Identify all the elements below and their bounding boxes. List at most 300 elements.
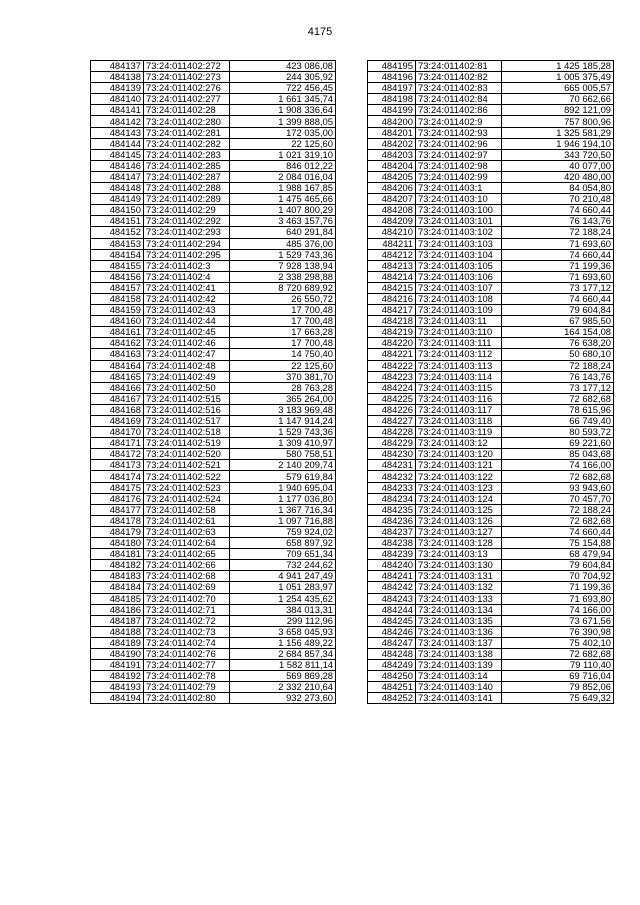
cadastral-value-cell: 846 012,22 bbox=[230, 160, 336, 171]
row-number-cell: 484142 bbox=[91, 116, 144, 127]
cadastral-value-cell: 1 940 695,04 bbox=[230, 482, 336, 493]
cadastral-number-cell: 73:24:011403:114 bbox=[416, 371, 502, 382]
cadastral-value-cell: 1 021 319,10 bbox=[230, 149, 336, 160]
table-row bbox=[368, 693, 614, 704]
cadastral-number-cell: 73:24:011402:77 bbox=[144, 660, 230, 671]
row-number-cell: 484209 bbox=[368, 216, 416, 227]
cadastral-value-cell: 722 456,45 bbox=[230, 83, 336, 94]
row-number-cell: 484235 bbox=[368, 504, 416, 515]
table-row bbox=[368, 482, 614, 493]
table-row bbox=[91, 105, 336, 116]
cadastral-table-right bbox=[367, 60, 614, 704]
row-number-cell: 484147 bbox=[91, 171, 144, 182]
table-row bbox=[368, 671, 614, 682]
row-number-cell: 484242 bbox=[368, 582, 416, 593]
row-number-cell: 484153 bbox=[91, 238, 144, 249]
cadastral-number-cell: 73:24:011402:43 bbox=[144, 305, 230, 316]
cadastral-number-cell: 73:24:011403:101 bbox=[416, 216, 502, 227]
cadastral-number-cell: 73:24:011403:133 bbox=[416, 593, 502, 604]
table-row bbox=[368, 61, 614, 72]
row-number-cell: 484173 bbox=[91, 460, 144, 471]
cadastral-value-cell: 1 005 375,49 bbox=[502, 72, 614, 83]
cadastral-value-cell: 665 005,57 bbox=[502, 83, 614, 94]
cadastral-value-cell: 74 166,00 bbox=[502, 460, 614, 471]
row-number-cell: 484144 bbox=[91, 138, 144, 149]
row-number-cell: 484195 bbox=[368, 61, 416, 72]
table-row bbox=[368, 593, 614, 604]
cadastral-number-cell: 73:24:011402:295 bbox=[144, 249, 230, 260]
cadastral-value-cell: 2 084 016,04 bbox=[230, 171, 336, 182]
cadastral-value-cell: 2 684 857,34 bbox=[230, 648, 336, 659]
cadastral-number-cell: 73:24:011403:138 bbox=[416, 648, 502, 659]
cadastral-number-cell: 73:24:011403:108 bbox=[416, 293, 502, 304]
cadastral-number-cell: 73:24:011402:519 bbox=[144, 438, 230, 449]
cadastral-number-cell: 73:24:011403:107 bbox=[416, 282, 502, 293]
cadastral-value-cell: 1 946 194,10 bbox=[502, 138, 614, 149]
table-row bbox=[91, 360, 336, 371]
cadastral-value-cell: 8 720 689,92 bbox=[230, 282, 336, 293]
cadastral-value-cell: 580 758,51 bbox=[230, 449, 336, 460]
table-row bbox=[91, 393, 336, 404]
cadastral-number-cell: 73:24:011402:276 bbox=[144, 83, 230, 94]
table-row bbox=[368, 194, 614, 205]
table-row bbox=[368, 571, 614, 582]
table-row bbox=[368, 416, 614, 427]
cadastral-value-cell: 569 869,28 bbox=[230, 671, 336, 682]
row-number-cell: 484138 bbox=[91, 72, 144, 83]
cadastral-number-cell: 73:24:011402:522 bbox=[144, 471, 230, 482]
row-number-cell: 484160 bbox=[91, 316, 144, 327]
cadastral-value-cell: 7 928 138,94 bbox=[230, 260, 336, 271]
cadastral-value-cell: 78 615,96 bbox=[502, 404, 614, 415]
cadastral-number-cell: 73:24:011403:126 bbox=[416, 515, 502, 526]
table-row bbox=[368, 293, 614, 304]
row-number-cell: 484250 bbox=[368, 671, 416, 682]
cadastral-number-cell: 73:24:011402:96 bbox=[416, 138, 502, 149]
cadastral-value-cell: 2 332 210,64 bbox=[230, 682, 336, 693]
cadastral-value-cell: 299 112,96 bbox=[230, 615, 336, 626]
cadastral-value-cell: 244 305,92 bbox=[230, 72, 336, 83]
row-number-cell: 484238 bbox=[368, 538, 416, 549]
cadastral-value-cell: 343 720,50 bbox=[502, 149, 614, 160]
cadastral-value-cell: 70 210,48 bbox=[502, 194, 614, 205]
row-number-cell: 484165 bbox=[91, 371, 144, 382]
table-row bbox=[368, 371, 614, 382]
cadastral-value-cell: 71 693,60 bbox=[502, 271, 614, 282]
table-row bbox=[368, 260, 614, 271]
cadastral-value-cell: 70 662,66 bbox=[502, 94, 614, 105]
row-number-cell: 484175 bbox=[91, 482, 144, 493]
row-number-cell: 484213 bbox=[368, 260, 416, 271]
table-row bbox=[368, 637, 614, 648]
cadastral-number-cell: 73:24:011402:98 bbox=[416, 160, 502, 171]
cadastral-number-cell: 73:24:011402:68 bbox=[144, 571, 230, 582]
cadastral-value-cell: 1 254 435,62 bbox=[230, 593, 336, 604]
cadastral-number-cell: 73:24:011402:294 bbox=[144, 238, 230, 249]
table-row bbox=[368, 549, 614, 560]
cadastral-number-cell: 73:24:011402:76 bbox=[144, 648, 230, 659]
cadastral-number-cell: 73:24:011403:10 bbox=[416, 194, 502, 205]
cadastral-number-cell: 73:24:011403:12 bbox=[416, 438, 502, 449]
table-row bbox=[368, 438, 614, 449]
cadastral-value-cell: 73 177,12 bbox=[502, 382, 614, 393]
cadastral-number-cell: 73:24:011403:127 bbox=[416, 526, 502, 537]
row-number-cell: 484222 bbox=[368, 360, 416, 371]
row-number-cell: 484163 bbox=[91, 349, 144, 360]
cadastral-value-cell: 17 700,48 bbox=[230, 305, 336, 316]
row-number-cell: 484252 bbox=[368, 693, 416, 704]
table-row bbox=[368, 282, 614, 293]
table-row bbox=[368, 449, 614, 460]
cadastral-table-left bbox=[90, 60, 336, 704]
table-row bbox=[91, 526, 336, 537]
table-row bbox=[91, 305, 336, 316]
row-number-cell: 484204 bbox=[368, 160, 416, 171]
row-number-cell: 484199 bbox=[368, 105, 416, 116]
cadastral-value-cell: 71 199,36 bbox=[502, 582, 614, 593]
cadastral-value-cell: 70 704,92 bbox=[502, 571, 614, 582]
cadastral-value-cell: 1 325 581,29 bbox=[502, 127, 614, 138]
table-row bbox=[91, 249, 336, 260]
table-row bbox=[91, 205, 336, 216]
cadastral-value-cell: 4 941 247,49 bbox=[230, 571, 336, 582]
row-number-cell: 484137 bbox=[91, 61, 144, 72]
table-row bbox=[368, 138, 614, 149]
table-row bbox=[91, 160, 336, 171]
table-row bbox=[91, 593, 336, 604]
row-number-cell: 484243 bbox=[368, 593, 416, 604]
table-row bbox=[91, 648, 336, 659]
table-row bbox=[91, 83, 336, 94]
row-number-cell: 484191 bbox=[91, 660, 144, 671]
cadastral-value-cell: 384 013,31 bbox=[230, 604, 336, 615]
table-row bbox=[368, 560, 614, 571]
cadastral-value-cell: 72 188,24 bbox=[502, 227, 614, 238]
cadastral-number-cell: 73:24:011402:273 bbox=[144, 72, 230, 83]
cadastral-value-cell: 164 154,08 bbox=[502, 327, 614, 338]
cadastral-value-cell: 1 097 716,88 bbox=[230, 515, 336, 526]
table-row bbox=[368, 493, 614, 504]
row-number-cell: 484247 bbox=[368, 637, 416, 648]
cadastral-number-cell: 73:24:011403:124 bbox=[416, 493, 502, 504]
cadastral-value-cell: 74 660,44 bbox=[502, 249, 614, 260]
row-number-cell: 484216 bbox=[368, 293, 416, 304]
cadastral-number-cell: 73:24:011402:47 bbox=[144, 349, 230, 360]
row-number-cell: 484140 bbox=[91, 94, 144, 105]
row-number-cell: 484158 bbox=[91, 293, 144, 304]
cadastral-value-cell: 1 407 800,29 bbox=[230, 205, 336, 216]
cadastral-number-cell: 73:24:011402:80 bbox=[144, 693, 230, 704]
row-number-cell: 484206 bbox=[368, 183, 416, 194]
cadastral-number-cell: 73:24:011403:115 bbox=[416, 382, 502, 393]
cadastral-value-cell: 1 988 167,85 bbox=[230, 183, 336, 194]
row-number-cell: 484197 bbox=[368, 83, 416, 94]
row-number-cell: 484159 bbox=[91, 305, 144, 316]
cadastral-number-cell: 73:24:011402:42 bbox=[144, 293, 230, 304]
table-row bbox=[91, 260, 336, 271]
table-row bbox=[91, 682, 336, 693]
cadastral-value-cell: 757 800,96 bbox=[502, 116, 614, 127]
row-number-cell: 484139 bbox=[91, 83, 144, 94]
cadastral-number-cell: 73:24:011402:516 bbox=[144, 404, 230, 415]
cadastral-value-cell: 72 682,68 bbox=[502, 393, 614, 404]
cadastral-number-cell: 73:24:011403:103 bbox=[416, 238, 502, 249]
cadastral-number-cell: 73:24:011403:128 bbox=[416, 538, 502, 549]
cadastral-number-cell: 73:24:011402:81 bbox=[416, 61, 502, 72]
table-row bbox=[91, 116, 336, 127]
row-number-cell: 484217 bbox=[368, 305, 416, 316]
row-number-cell: 484156 bbox=[91, 271, 144, 282]
cadastral-value-cell: 1 399 888,05 bbox=[230, 116, 336, 127]
cadastral-value-cell: 71 693,60 bbox=[502, 238, 614, 249]
row-number-cell: 484162 bbox=[91, 338, 144, 349]
cadastral-value-cell: 76 638,20 bbox=[502, 338, 614, 349]
row-number-cell: 484141 bbox=[91, 105, 144, 116]
cadastral-value-cell: 370 381,70 bbox=[230, 371, 336, 382]
table-row bbox=[91, 660, 336, 671]
row-number-cell: 484180 bbox=[91, 538, 144, 549]
row-number-cell: 484234 bbox=[368, 493, 416, 504]
cadastral-value-cell: 79 604,84 bbox=[502, 305, 614, 316]
cadastral-number-cell: 73:24:011403:119 bbox=[416, 427, 502, 438]
row-number-cell: 484187 bbox=[91, 615, 144, 626]
cadastral-value-cell: 2 338 298,88 bbox=[230, 271, 336, 282]
row-number-cell: 484172 bbox=[91, 449, 144, 460]
cadastral-number-cell: 73:24:011403:109 bbox=[416, 305, 502, 316]
table-row bbox=[368, 238, 614, 249]
row-number-cell: 484148 bbox=[91, 183, 144, 194]
cadastral-number-cell: 73:24:011403:116 bbox=[416, 393, 502, 404]
cadastral-value-cell: 732 244,62 bbox=[230, 560, 336, 571]
table-row bbox=[91, 61, 336, 72]
table-row bbox=[91, 637, 336, 648]
table-row bbox=[368, 316, 614, 327]
cadastral-number-cell: 73:24:011402:285 bbox=[144, 160, 230, 171]
table-row bbox=[368, 404, 614, 415]
cadastral-value-cell: 3 658 045,93 bbox=[230, 626, 336, 637]
row-number-cell: 484192 bbox=[91, 671, 144, 682]
cadastral-value-cell: 892 121,09 bbox=[502, 105, 614, 116]
cadastral-number-cell: 73:24:011402:281 bbox=[144, 127, 230, 138]
cadastral-value-cell: 76 390,98 bbox=[502, 626, 614, 637]
cadastral-number-cell: 73:24:011403:120 bbox=[416, 449, 502, 460]
table-row bbox=[368, 149, 614, 160]
cadastral-value-cell: 72 188,24 bbox=[502, 360, 614, 371]
cadastral-value-cell: 1 529 743,36 bbox=[230, 249, 336, 260]
table-row bbox=[91, 460, 336, 471]
table-row bbox=[91, 316, 336, 327]
cadastral-value-cell: 74 166,00 bbox=[502, 604, 614, 615]
row-number-cell: 484185 bbox=[91, 593, 144, 604]
row-number-cell: 484203 bbox=[368, 149, 416, 160]
cadastral-number-cell: 73:24:011402:49 bbox=[144, 371, 230, 382]
row-number-cell: 484178 bbox=[91, 515, 144, 526]
row-number-cell: 484227 bbox=[368, 416, 416, 427]
cadastral-number-cell: 73:24:011402:283 bbox=[144, 149, 230, 160]
cadastral-number-cell: 73:24:011402:46 bbox=[144, 338, 230, 349]
table-row bbox=[368, 305, 614, 316]
row-number-cell: 484198 bbox=[368, 94, 416, 105]
table-row bbox=[91, 238, 336, 249]
cadastral-value-cell: 73 177,12 bbox=[502, 282, 614, 293]
cadastral-value-cell: 1 177 036,80 bbox=[230, 493, 336, 504]
cadastral-value-cell: 72 682,68 bbox=[502, 648, 614, 659]
cadastral-value-cell: 75 649,32 bbox=[502, 693, 614, 704]
row-number-cell: 484207 bbox=[368, 194, 416, 205]
table-row bbox=[368, 660, 614, 671]
row-number-cell: 484179 bbox=[91, 526, 144, 537]
cadastral-number-cell: 73:24:011403:102 bbox=[416, 227, 502, 238]
cadastral-number-cell: 73:24:011402:66 bbox=[144, 560, 230, 571]
table-row bbox=[91, 626, 336, 637]
cadastral-value-cell: 17 663,28 bbox=[230, 327, 336, 338]
row-number-cell: 484226 bbox=[368, 404, 416, 415]
table-row bbox=[91, 327, 336, 338]
row-number-cell: 484146 bbox=[91, 160, 144, 171]
cadastral-value-cell: 79 852,06 bbox=[502, 682, 614, 693]
cadastral-number-cell: 73:24:011403:131 bbox=[416, 571, 502, 582]
cadastral-number-cell: 73:24:011402:65 bbox=[144, 549, 230, 560]
cadastral-number-cell: 73:24:011402:282 bbox=[144, 138, 230, 149]
cadastral-number-cell: 73:24:011402:99 bbox=[416, 171, 502, 182]
cadastral-value-cell: 1 051 283,97 bbox=[230, 582, 336, 593]
table-row bbox=[91, 171, 336, 182]
row-number-cell: 484223 bbox=[368, 371, 416, 382]
row-number-cell: 484193 bbox=[91, 682, 144, 693]
cadastral-value-cell: 579 619,84 bbox=[230, 471, 336, 482]
row-number-cell: 484167 bbox=[91, 393, 144, 404]
table-row bbox=[91, 338, 336, 349]
row-number-cell: 484154 bbox=[91, 249, 144, 260]
row-number-cell: 484182 bbox=[91, 560, 144, 571]
row-number-cell: 484249 bbox=[368, 660, 416, 671]
cadastral-value-cell: 1 582 811,14 bbox=[230, 660, 336, 671]
cadastral-value-cell: 640 291,84 bbox=[230, 227, 336, 238]
table-row bbox=[368, 360, 614, 371]
cadastral-number-cell: 73:24:011402:292 bbox=[144, 216, 230, 227]
row-number-cell: 484215 bbox=[368, 282, 416, 293]
table-row bbox=[91, 382, 336, 393]
cadastral-value-cell: 71 199,36 bbox=[502, 260, 614, 271]
cadastral-number-cell: 73:24:011402:97 bbox=[416, 149, 502, 160]
cadastral-number-cell: 73:24:011403:11 bbox=[416, 316, 502, 327]
cadastral-value-cell: 365 264,00 bbox=[230, 393, 336, 404]
cadastral-number-cell: 73:24:011403:134 bbox=[416, 604, 502, 615]
cadastral-number-cell: 73:24:011403:104 bbox=[416, 249, 502, 260]
cadastral-number-cell: 73:24:011402:82 bbox=[416, 72, 502, 83]
row-number-cell: 484189 bbox=[91, 637, 144, 648]
row-number-cell: 484244 bbox=[368, 604, 416, 615]
cadastral-value-cell: 72 682,68 bbox=[502, 471, 614, 482]
cadastral-number-cell: 73:24:011403:123 bbox=[416, 482, 502, 493]
cadastral-number-cell: 73:24:011402:84 bbox=[416, 94, 502, 105]
row-number-cell: 484210 bbox=[368, 227, 416, 238]
table-row bbox=[368, 471, 614, 482]
row-number-cell: 484143 bbox=[91, 127, 144, 138]
table-row bbox=[368, 338, 614, 349]
cadastral-value-cell: 709 651,34 bbox=[230, 549, 336, 560]
row-number-cell: 484200 bbox=[368, 116, 416, 127]
table-row bbox=[91, 404, 336, 415]
cadastral-value-cell: 1 147 914,24 bbox=[230, 416, 336, 427]
cadastral-value-cell: 1 475 465,66 bbox=[230, 194, 336, 205]
cadastral-number-cell: 73:24:011402:520 bbox=[144, 449, 230, 460]
table-row bbox=[91, 560, 336, 571]
cadastral-number-cell: 73:24:011402:523 bbox=[144, 482, 230, 493]
table-row bbox=[368, 460, 614, 471]
cadastral-value-cell: 17 700,48 bbox=[230, 316, 336, 327]
cadastral-value-cell: 76 143,76 bbox=[502, 371, 614, 382]
cadastral-number-cell: 73:24:011402:517 bbox=[144, 416, 230, 427]
table-row bbox=[91, 127, 336, 138]
cadastral-number-cell: 73:24:011402:86 bbox=[416, 105, 502, 116]
cadastral-number-cell: 73:24:011402:93 bbox=[416, 127, 502, 138]
cadastral-number-cell: 73:24:011402:71 bbox=[144, 604, 230, 615]
cadastral-number-cell: 73:24:011402:287 bbox=[144, 171, 230, 182]
cadastral-value-cell: 73 671,56 bbox=[502, 615, 614, 626]
cadastral-number-cell: 73:24:011403:112 bbox=[416, 349, 502, 360]
cadastral-value-cell: 932 273,60 bbox=[230, 693, 336, 704]
row-number-cell: 484184 bbox=[91, 582, 144, 593]
cadastral-number-cell: 73:24:011403:137 bbox=[416, 637, 502, 648]
table-row bbox=[91, 72, 336, 83]
cadastral-value-cell: 485 376,00 bbox=[230, 238, 336, 249]
table-row bbox=[368, 160, 614, 171]
cadastral-number-cell: 73:24:011402:518 bbox=[144, 427, 230, 438]
table-row bbox=[368, 205, 614, 216]
table-row bbox=[368, 582, 614, 593]
cadastral-value-cell: 1 425 185,28 bbox=[502, 61, 614, 72]
row-number-cell: 484245 bbox=[368, 615, 416, 626]
table-row bbox=[368, 349, 614, 360]
cadastral-value-cell: 69 716,04 bbox=[502, 671, 614, 682]
row-number-cell: 484236 bbox=[368, 515, 416, 526]
cadastral-number-cell: 73:24:011403:132 bbox=[416, 582, 502, 593]
table-row bbox=[368, 615, 614, 626]
table-row bbox=[91, 94, 336, 105]
row-number-cell: 484212 bbox=[368, 249, 416, 260]
cadastral-value-cell: 1 156 489,22 bbox=[230, 637, 336, 648]
table-row bbox=[368, 393, 614, 404]
cadastral-number-cell: 73:24:011402:29 bbox=[144, 205, 230, 216]
table-row bbox=[91, 549, 336, 560]
row-number-cell: 484208 bbox=[368, 205, 416, 216]
cadastral-value-cell: 68 479,94 bbox=[502, 549, 614, 560]
row-number-cell: 484205 bbox=[368, 171, 416, 182]
row-number-cell: 484224 bbox=[368, 382, 416, 393]
cadastral-value-cell: 759 924,02 bbox=[230, 526, 336, 537]
table-row bbox=[91, 504, 336, 515]
row-number-cell: 484233 bbox=[368, 482, 416, 493]
cadastral-value-cell: 1 309 410,97 bbox=[230, 438, 336, 449]
table-row bbox=[368, 504, 614, 515]
row-number-cell: 484228 bbox=[368, 427, 416, 438]
table-row bbox=[368, 682, 614, 693]
row-number-cell: 484221 bbox=[368, 349, 416, 360]
cadastral-number-cell: 73:24:011403:139 bbox=[416, 660, 502, 671]
cadastral-number-cell: 73:24:011403:121 bbox=[416, 460, 502, 471]
table-row bbox=[368, 526, 614, 537]
table-row bbox=[368, 538, 614, 549]
cadastral-value-cell: 84 054,80 bbox=[502, 183, 614, 194]
table-row bbox=[368, 227, 614, 238]
table-row bbox=[368, 648, 614, 659]
cadastral-number-cell: 73:24:011403:113 bbox=[416, 360, 502, 371]
cadastral-number-cell: 73:24:011403:14 bbox=[416, 671, 502, 682]
table-row bbox=[91, 282, 336, 293]
cadastral-value-cell: 14 750,40 bbox=[230, 349, 336, 360]
cadastral-number-cell: 73:24:011402:78 bbox=[144, 671, 230, 682]
